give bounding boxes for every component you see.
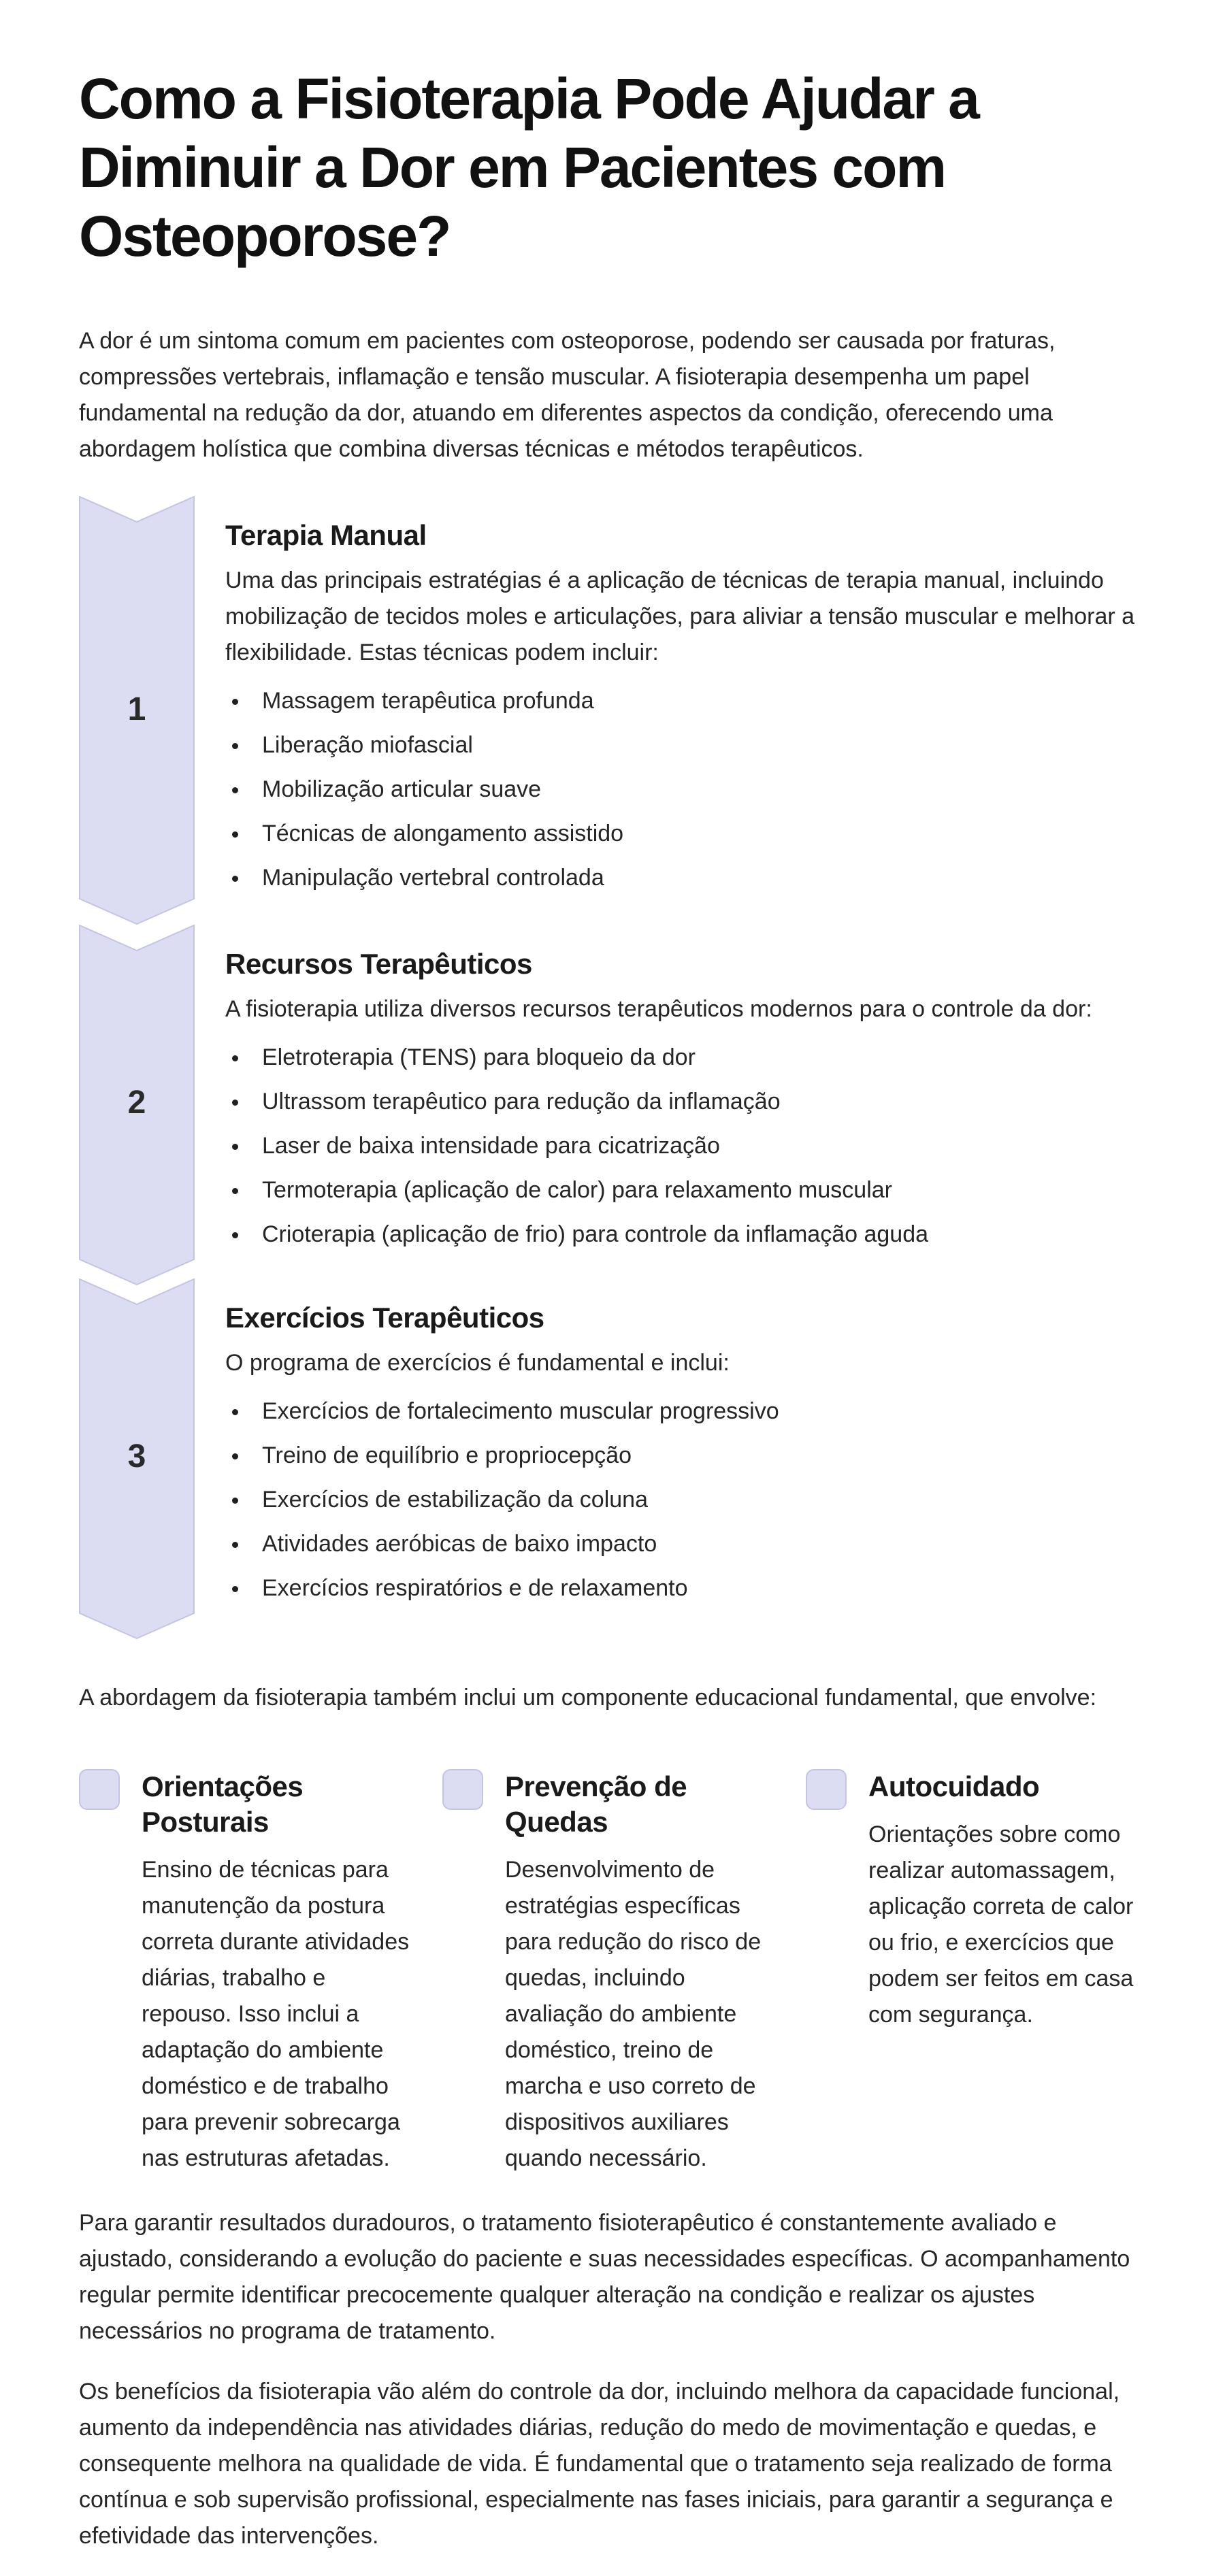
card-self-care (806, 1769, 1146, 2177)
list-item: Eletroterapia (TENS) para bloqueio da dor (225, 1036, 1146, 1080)
list-item: Manipulação vertebral controlada (225, 856, 1146, 900)
step-1-list (225, 679, 1146, 900)
list-item: Técnicas de alongamento assistido (225, 812, 1146, 856)
list-item: Exercícios de estabilização da coluna (225, 1478, 1146, 1522)
list-item: Exercícios de fortalecimento muscular progressivo (225, 1389, 1146, 1434)
list-item: Treino de equilíbrio e propriocepção (225, 1434, 1146, 1478)
card-postural (79, 1769, 419, 2177)
benefits-paragraph: Os benefícios da fisioterapia vão além do controle da dor, incluindo melhora da capacidade funcional, aumento da independência nas atividades diárias, redução do medo de movimentação e quedas, e consequente melhora na qualidade de vida. É fundamental que o tratamento seja realizado de forma contínua e sob supervisão profissional, especialmente nas fases iniciais, para garantir a segurança e efetividade das intervenções. (79, 2379, 1120, 2549)
step-1 (79, 496, 1146, 925)
step-1-number: 1 (127, 691, 146, 728)
list-item: Exercícios respiratórios e de relaxamento (225, 1566, 1146, 1611)
card-fall-prevention (442, 1769, 783, 2177)
square-icon (442, 1769, 483, 1810)
step-2-list (225, 1036, 1146, 1257)
step-2 (79, 925, 1146, 1278)
card-title: Prevenção de Quedas (505, 1770, 687, 1838)
card-title: Autocuidado (868, 1770, 1040, 1803)
step-1-description: Uma das principais estratégias é a aplicação de técnicas de terapia manual, incluindo mobilização de tecidos moles e articulações, para aliviar a tensão muscular e melhorar a flexibilidade. Estas técnicas podem incluir: (225, 567, 1135, 666)
card-text: Desenvolvimento de estratégias específicas para redução do risco de quedas, incluindo avaliação do ambiente doméstico, treino de marcha e uso correto de dispositivos auxiliares quando necessário. (505, 1857, 762, 2172)
square-icon (806, 1769, 847, 1810)
intro-paragraph: A dor é um sintoma comum em pacientes com osteoporose, podendo ser causada por fraturas, compressões vertebrais, inflamação e tensão muscular. A fisioterapia desempenha um papel fundamental na redução da dor, atuando em diferentes aspectos da condição, oferecendo uma abordagem holística que combina diversas técnicas e métodos terapêuticos. (79, 328, 1056, 463)
evaluation-paragraph: Para garantir resultados duradouros, o tratamento fisioterapêutico é constantemente avaliado e ajustado, considerando a evolução do paciente e suas necessidades específicas. O acompanhamento regular permite identificar precocemente qualquer alteração na condição e realizar os ajustes necessários no programa de tratamento. (79, 2210, 1130, 2345)
education-cards (79, 1769, 1146, 2177)
process-steps (79, 496, 1146, 1639)
list-item: Crioterapia (aplicação de frio) para controle da inflamação aguda (225, 1212, 1146, 1257)
square-icon (79, 1769, 120, 1810)
card-title: Orientações Posturais (142, 1770, 304, 1838)
list-item: Ultrassom terapêutico para redução da inflamação (225, 1080, 1146, 1124)
step-2-title: Recursos Terapêuticos (225, 948, 532, 980)
list-item: Laser de baixa intensidade para cicatrização (225, 1124, 1146, 1168)
card-text: Orientações sobre como realizar automassagem, aplicação correta de calor ou frio, e exercícios que podem ser feitos em casa com segurança. (868, 1821, 1134, 2028)
step-2-description: A fisioterapia utiliza diversos recursos terapêuticos modernos para o controle da dor: (225, 996, 1092, 1023)
list-item: Massagem terapêutica profunda (225, 679, 1146, 723)
card-text: Ensino de técnicas para manutenção da postura correta durante atividades diárias, trabalho e repouso. Isso inclui a adaptação do ambiente doméstico e de trabalho para prevenir sobrecarga nas estruturas afetadas. (142, 1857, 410, 2172)
page-title: Como a Fisioterapia Pode Ajudar a Diminuir a Dor em Pacientes com Osteoporose? (79, 67, 979, 268)
list-item: Liberação miofascial (225, 723, 1146, 767)
step-3-number: 3 (127, 1438, 146, 1475)
step-3 (79, 1278, 1146, 1639)
list-item: Mobilização articular suave (225, 767, 1146, 812)
step-3-title: Exercícios Terapêuticos (225, 1302, 544, 1334)
step-3-list (225, 1389, 1146, 1611)
list-item: Atividades aeróbicas de baixo impacto (225, 1522, 1146, 1566)
step-3-description: O programa de exercícios é fundamental e inclui: (225, 1350, 730, 1376)
list-item: Termoterapia (aplicação de calor) para relaxamento muscular (225, 1168, 1146, 1212)
education-intro: A abordagem da fisioterapia também inclui um componente educacional fundamental, que envolve: (79, 1685, 1097, 1711)
step-2-number: 2 (127, 1085, 146, 1121)
step-1-title: Terapia Manual (225, 519, 427, 552)
